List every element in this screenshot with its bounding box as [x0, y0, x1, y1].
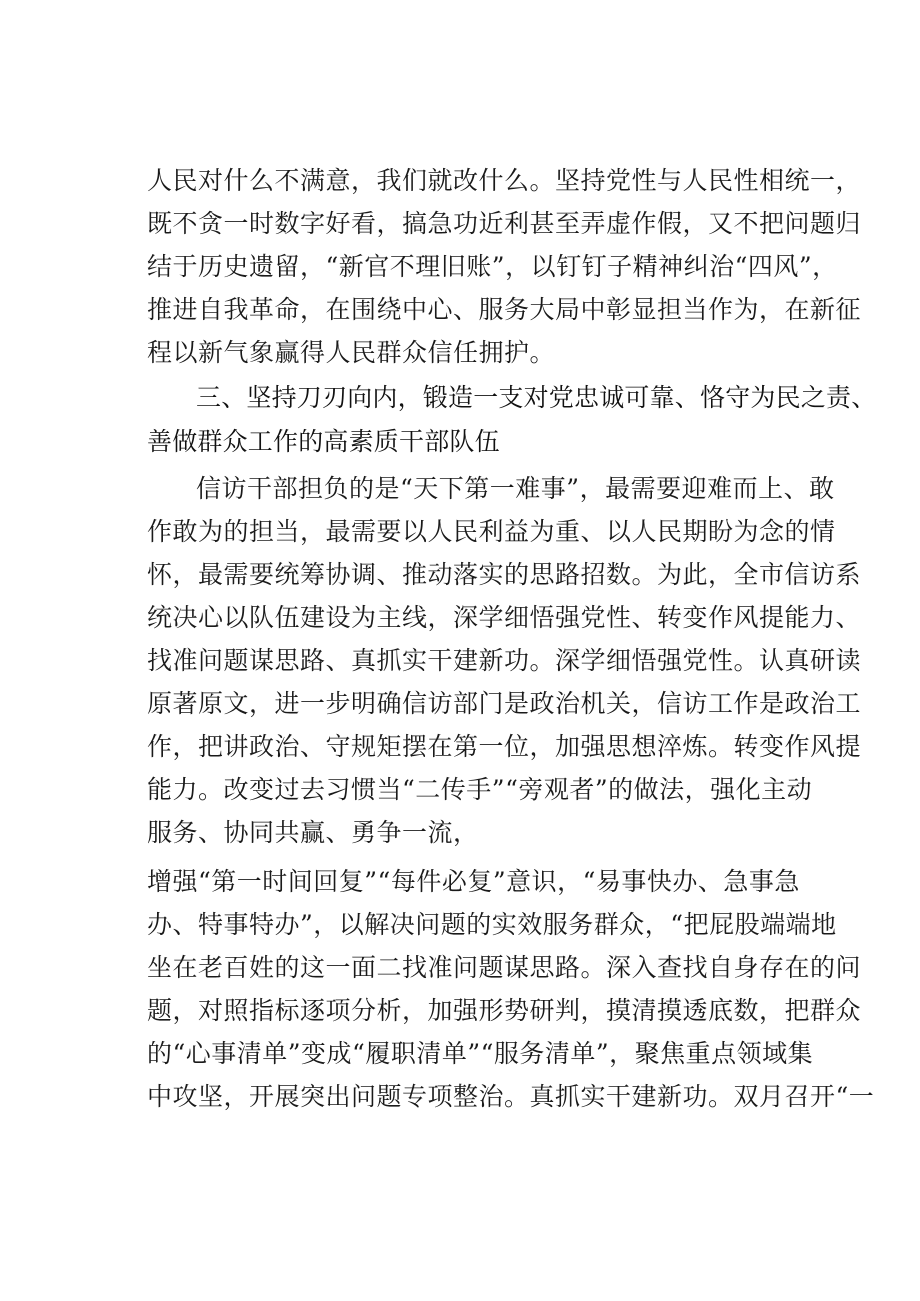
paragraph-1-line-4: 推进自我革命，在围绕中心、服务大局中彰显担当作为，在新征: [147, 295, 862, 324]
paragraph-3-line-6: 中攻坚，开展突出问题专项整治。真抓实干建新功。双月召开“一: [147, 1082, 875, 1111]
paragraph-2-line-1: 信访干部担负的是“天下第一难事”，最需要迎难而上、敢: [196, 474, 835, 503]
paragraph-2-line-7: 作，把讲政治、守规矩摆在第一位，加强思想淬炼。转变作风提: [147, 732, 862, 761]
paragraph-3-line-4: 题，对照指标逐项分析，加强形势研判，摸清摸透底数，把群众: [147, 996, 862, 1025]
paragraph-3-line-5: 的“心事清单”变成“履职清单”“服务清单”，聚焦重点领域集: [147, 1039, 814, 1068]
paragraph-1-line-5: 程以新气象赢得人民群众信任拥护。: [147, 338, 556, 367]
paragraph-3-line-1: 增强“第一时间回复”“每件必复”意识，“易事快办、急事急: [147, 867, 800, 896]
paragraph-1-line-3: 结于历史遗留，“新官不理旧账”，以钉钉子精神纠治“四风”，: [147, 252, 838, 281]
paragraph-1-line-2: 既不贪一时数字好看，搞急功近利甚至弄虚作假，又不把问题归: [147, 209, 862, 238]
section-heading-line-1: 三、坚持刀刃向内，锻造一支对党忠诚可靠、恪守为民之责、: [196, 383, 877, 412]
paragraph-3-line-3: 坐在老百姓的这一面二找准问题谋思路。深入查找自身存在的问: [147, 953, 862, 982]
paragraph-2-line-3: 怀，最需要统筹协调、推动落实的思路招数。为此，全市信访系: [147, 560, 862, 589]
paragraph-2-line-6: 原著原文，进一步明确信访部门是政治机关，信访工作是政治工: [147, 689, 862, 718]
paragraph-2-line-2: 作敢为的担当，最需要以人民利益为重、以人民期盼为念的情: [147, 517, 836, 546]
section-heading-line-2: 善做群众工作的高素质干部队伍: [147, 427, 500, 456]
paragraph-1-line-1: 人民对什么不满意，我们就改什么。坚持党性与人民性相统一，: [147, 166, 862, 195]
paragraph-2-line-9: 服务、协同共赢、勇争一流，: [147, 818, 479, 847]
paragraph-2-line-8: 能力。改变过去习惯当“二传手”“旁观者”的做法，强化主动: [147, 775, 813, 804]
paragraph-2-line-5: 找准问题谋思路、真抓实干建新功。深学细悟强党性。认真研读: [147, 646, 862, 675]
paragraph-2-line-4: 统决心以队伍建设为主线，深学细悟强党性、转变作风提能力、: [147, 603, 862, 632]
paragraph-3-line-2: 办、特事特办”，以解决问题的实效服务群众，“把屁股端端地: [147, 910, 837, 939]
